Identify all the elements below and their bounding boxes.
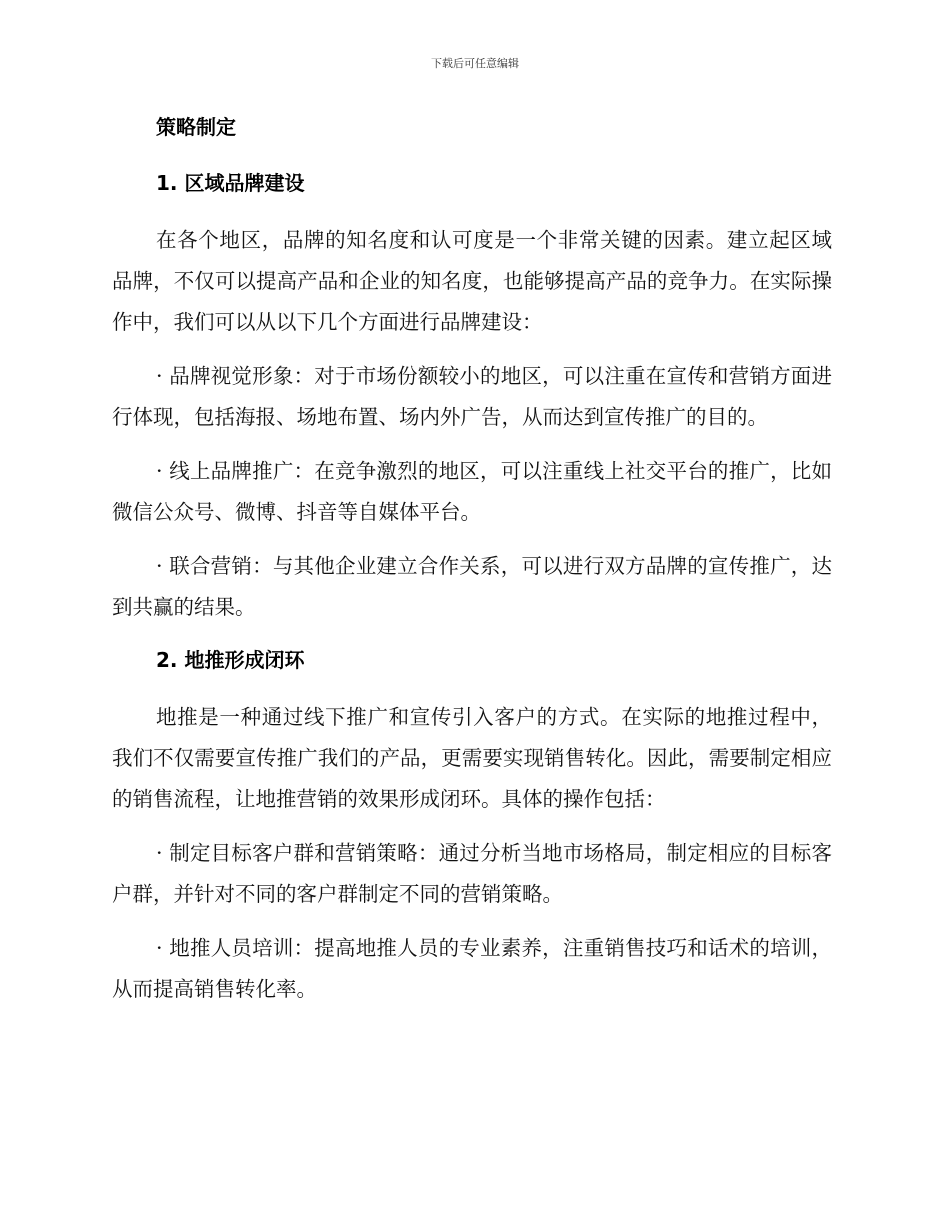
- section-2-heading: 2. 地推形成闭环: [156, 648, 305, 672]
- bullet-joint-marketing: · 联合营销：与其他企业建立合作关系，可以进行双方品牌的宣传推广，达到共赢的结果。: [112, 554, 832, 619]
- bullet-brand-visual: · 品牌视觉形象：对于市场份额较小的地区，可以注重在宣传和营销方面进行体现，包括海报、场地布置、场内外广告，从而达到宣传推广的目的。: [112, 364, 832, 429]
- bullet-online-promotion: · 线上品牌推广：在竞争激烈的地区，可以注重线上社交平台的推广，比如微信公众号、微博、抖音等自媒体平台。: [112, 459, 832, 524]
- section-1-heading: 1. 区域品牌建设: [156, 171, 305, 195]
- section-2-intro: 地推是一种通过线下推广和宣传引入客户的方式。在实际的地推过程中，我们不仅需要宣传推广我们的产品，更需要实现销售转化。因此，需要制定相应的销售流程，让地推营销的效果形成闭环。具体的操作包括：: [112, 705, 832, 811]
- document-body: [112, 108, 832, 1023]
- page-title: 策略制定: [156, 115, 236, 139]
- bullet-target-customers: · 制定目标客户群和营销策略：通过分析当地市场格局，制定相应的目标客户群，并针对不同的客户群制定不同的营销策略。: [112, 841, 832, 906]
- page-header-note: 下载后可任意编辑: [431, 57, 519, 70]
- section-1-intro: 在各个地区，品牌的知名度和认可度是一个非常关键的因素。建立起区域品牌，不仅可以提高产品和企业的知名度，也能够提高产品的竞争力。在实际操作中，我们可以从以下几个方面进行品牌建设：: [112, 228, 832, 334]
- bullet-staff-training: · 地推人员培训：提高地推人员的专业素养，注重销售技巧和话术的培训，从而提高销售转化率。: [112, 936, 832, 1001]
